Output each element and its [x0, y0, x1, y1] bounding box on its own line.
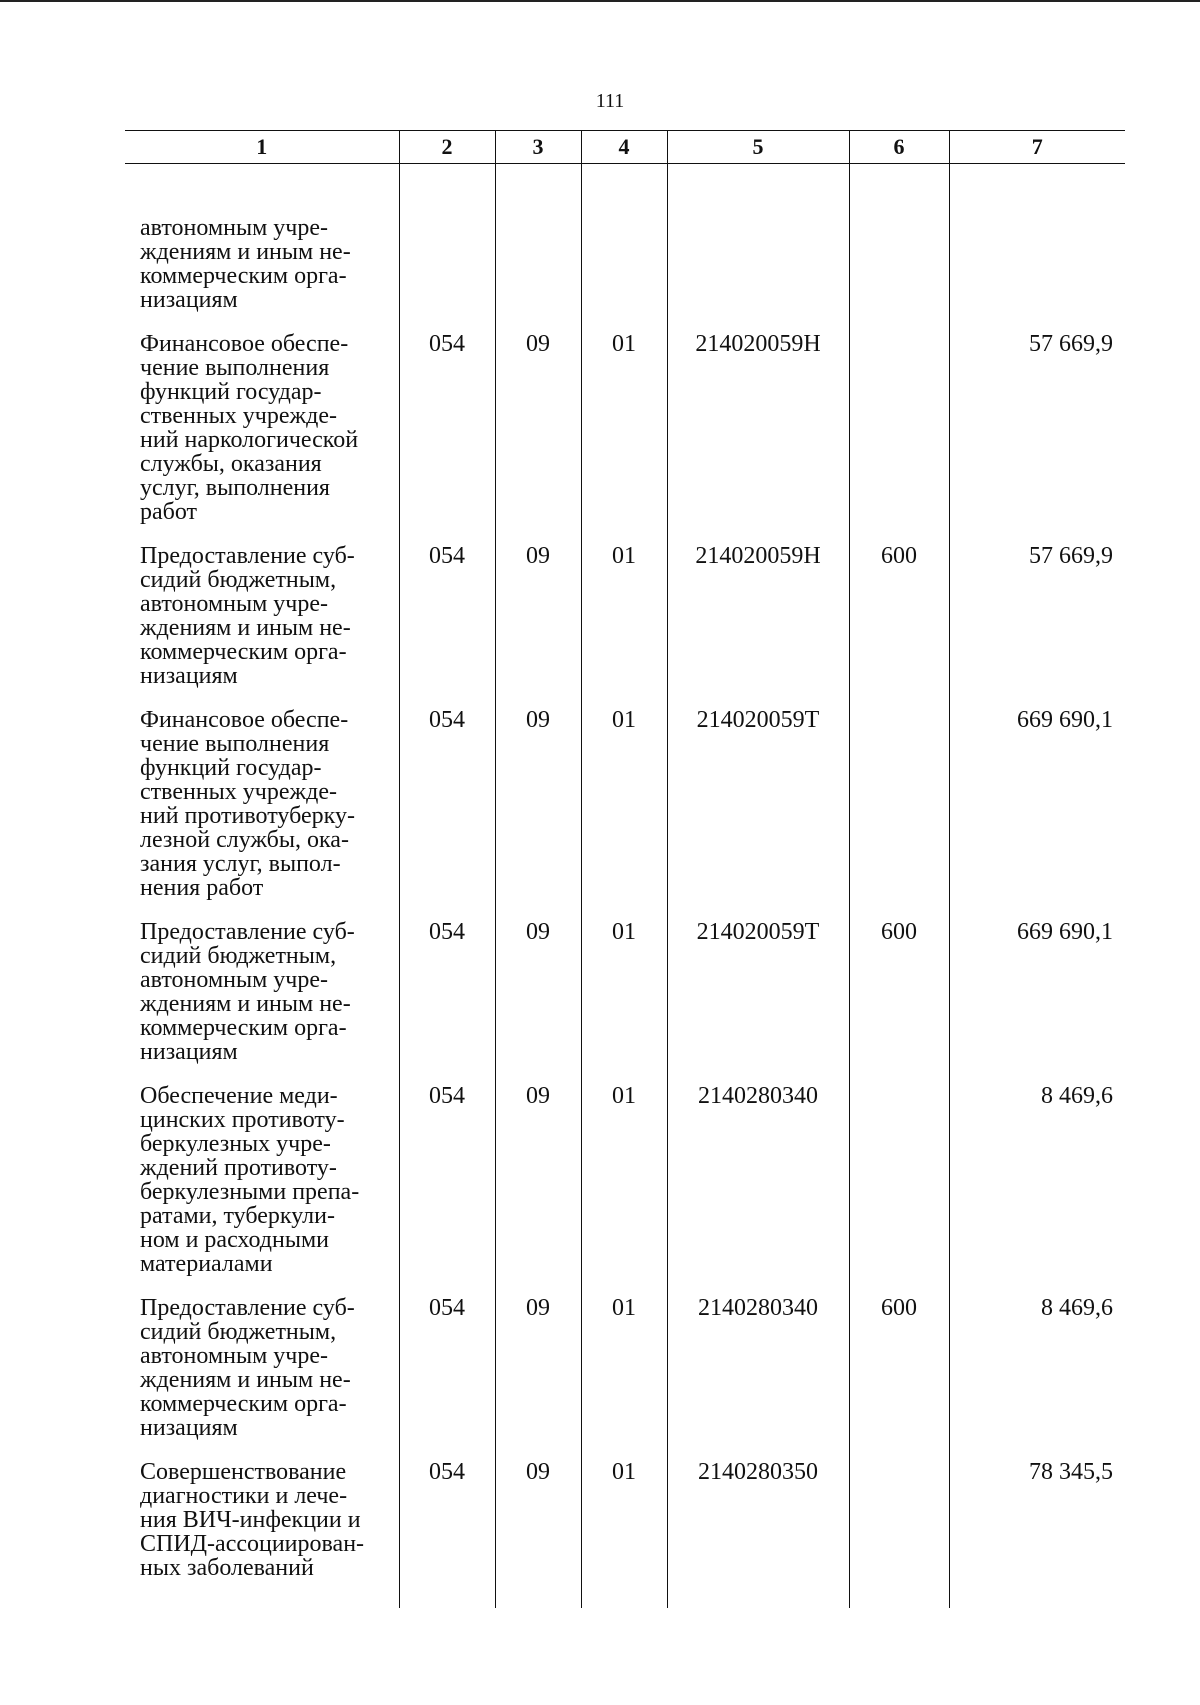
row-code-col4: 01: [581, 320, 667, 532]
row-code-col2: 054: [399, 908, 495, 1072]
header-row: [125, 131, 1125, 164]
row-code-col5: 214020059Т: [667, 696, 849, 908]
row-code-col2: 054: [399, 1072, 495, 1284]
row-code-col5: 2140280340: [667, 1284, 849, 1448]
row-code-col3: 09: [495, 1448, 581, 1608]
column-header-7: 7: [949, 131, 1125, 164]
row-code-col3: 09: [495, 1284, 581, 1448]
row-description: автономным учре- ждениям и иным не- коммерческим орга- низациям: [140, 215, 351, 313]
row-code-col4: 01: [581, 1448, 667, 1608]
page-number: 111: [595, 90, 625, 112]
row-amount: 8 469,6: [949, 1072, 1125, 1284]
table-row: [125, 164, 1125, 321]
row-code-col4: 01: [581, 1072, 667, 1284]
row-description: Совершенствование диагностики и лече- ния ВИЧ-инфекции и СПИД-ассоциирован- ных заболеваний: [140, 1459, 365, 1581]
table-row: [125, 532, 1125, 696]
row-code-col2: [399, 164, 495, 321]
row-amount: 57 669,9: [949, 320, 1125, 532]
row-code-col6: [849, 1072, 949, 1284]
row-code-col6: [849, 320, 949, 532]
row-code-col3: 09: [495, 532, 581, 696]
budget-table: [125, 130, 1125, 1608]
row-amount: [949, 164, 1125, 321]
table-row: [125, 1448, 1125, 1608]
row-code-col2: 054: [399, 320, 495, 532]
row-code-col3: 09: [495, 908, 581, 1072]
row-code-col4: 01: [581, 908, 667, 1072]
row-code-col2: 054: [399, 696, 495, 908]
row-code-col3: 09: [495, 320, 581, 532]
row-code-col5: 2140280340: [667, 1072, 849, 1284]
table-row: [125, 696, 1125, 908]
column-header-3: 3: [495, 131, 581, 164]
row-code-col4: 01: [581, 532, 667, 696]
page-top-edge: [0, 0, 1200, 2]
row-code-col5: 214020059Т: [667, 908, 849, 1072]
row-code-col4: 01: [581, 1284, 667, 1448]
row-code-col3: [495, 164, 581, 321]
row-description: Предоставление суб- сидий бюджетным, автономным учре- ждениям и иным не- коммерческим орга- низациям: [140, 543, 355, 689]
row-amount: 57 669,9: [949, 532, 1125, 696]
row-amount: 78 345,5: [949, 1448, 1125, 1608]
row-code-col4: 01: [581, 696, 667, 908]
row-code-col6: [849, 1448, 949, 1608]
row-code-col5: 2140280350: [667, 1448, 849, 1608]
row-code-col6: [849, 164, 949, 321]
row-code-col6: 600: [849, 532, 949, 696]
row-description: Финансовое обеспе- чение выполнения функций государ- ственных учрежде- ний противотуберку- лезной службы, ока- зания услуг, выпол- нения работ: [140, 707, 355, 901]
column-header-2: 2: [399, 131, 495, 164]
row-description: Финансовое обеспе- чение выполнения функций государ- ственных учрежде- ний наркологической службы, оказания услуг, выполнения работ: [140, 331, 359, 525]
row-code-col5: 214020059Н: [667, 320, 849, 532]
column-header-4: 4: [581, 131, 667, 164]
column-header-1: 1: [125, 131, 399, 164]
table-row: [125, 908, 1125, 1072]
table-row: [125, 320, 1125, 532]
row-description: Обеспечение меди- цинских противоту- беркулезных учре- ждений противоту- беркулезными препа- ратами, туберкули- ном и расходными материалами: [140, 1083, 360, 1277]
column-header-6: 6: [849, 131, 949, 164]
row-code-col5: 214020059Н: [667, 532, 849, 696]
row-code-col6: 600: [849, 908, 949, 1072]
row-description: Предоставление суб- сидий бюджетным, автономным учре- ждениям и иным не- коммерческим орга- низациям: [140, 1295, 355, 1441]
table-row: [125, 1072, 1125, 1284]
table-row: [125, 1284, 1125, 1448]
column-header-5: 5: [667, 131, 849, 164]
row-code-col5: [667, 164, 849, 321]
row-code-col2: 054: [399, 532, 495, 696]
row-code-col6: [849, 696, 949, 908]
row-code-col3: 09: [495, 1072, 581, 1284]
row-code-col4: [581, 164, 667, 321]
row-description: Предоставление суб- сидий бюджетным, автономным учре- ждениям и иным не- коммерческим орга- низациям: [140, 919, 355, 1065]
row-code-col2: 054: [399, 1448, 495, 1608]
row-code-col6: 600: [849, 1284, 949, 1448]
row-code-col2: 054: [399, 1284, 495, 1448]
row-amount: 8 469,6: [949, 1284, 1125, 1448]
row-code-col3: 09: [495, 696, 581, 908]
row-amount: 669 690,1: [949, 696, 1125, 908]
row-amount: 669 690,1: [949, 908, 1125, 1072]
